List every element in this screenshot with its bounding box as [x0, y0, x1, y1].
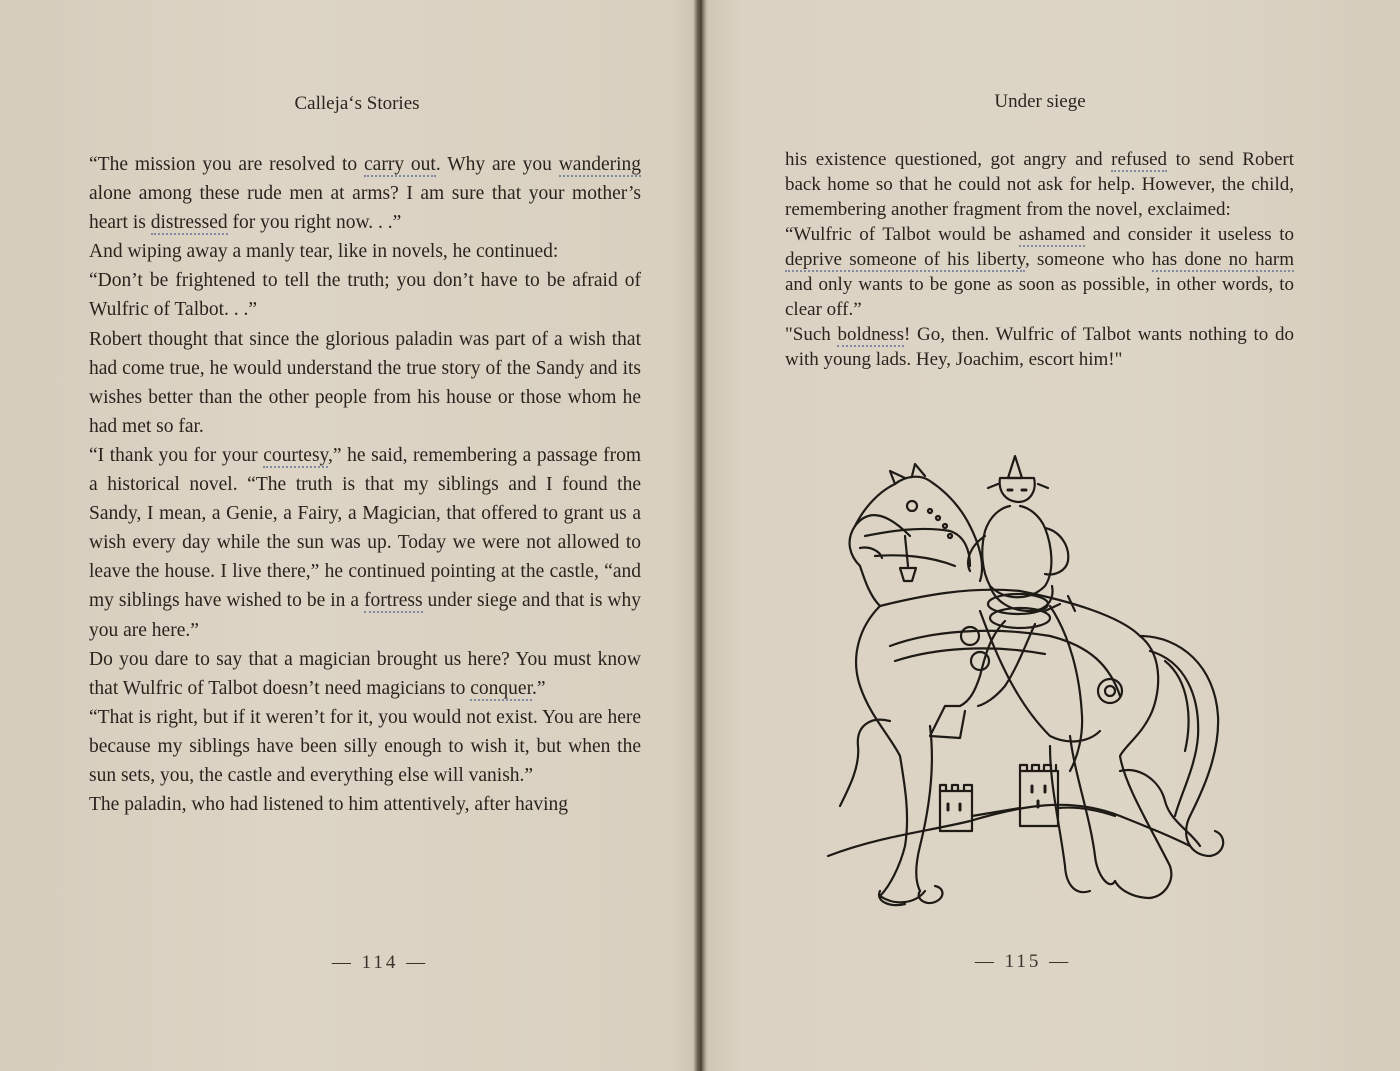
paragraph — [89, 441, 641, 645]
body-text: under siege and that is why you are here.” — [89, 590, 641, 641]
body-text: Do you dare to say that a magician brought us here? You must know that Wulfric of Talbot doesn’t need magicians to — [89, 648, 641, 699]
glossary-link[interactable]: deprive someone of his liberty — [785, 249, 1025, 270]
running-head-right: Under siege — [994, 91, 1086, 112]
glossary-link[interactable]: wandering — [558, 154, 642, 175]
knight-on-horse-illustration — [820, 436, 1240, 936]
glossary-link[interactable]: refused — [1111, 149, 1168, 170]
paragraph — [89, 703, 641, 790]
page-number-left: — 114 — — [331, 952, 429, 973]
body-text: to send Robert back home so that he could not ask for help. However, the child, remembering another fragment from the novel, exclaimed: — [785, 149, 1294, 220]
paragraph — [89, 325, 641, 441]
paragraph — [89, 237, 641, 266]
left-page — [0, 0, 694, 1071]
glossary-link[interactable]: distressed — [150, 212, 228, 234]
paragraph — [89, 790, 641, 819]
body-text: , someone who — [1025, 249, 1152, 270]
body-text: The paladin, who had listened to him attentively, after having — [89, 794, 569, 816]
paragraph — [785, 322, 1294, 372]
body-text: his existence questioned, got angry and — [785, 149, 1112, 170]
body-text: “Wulfric of Talbot would be — [785, 224, 1019, 245]
glossary-link[interactable]: fortress — [364, 590, 423, 612]
glossary-link[interactable]: has done no harm — [1151, 249, 1294, 270]
glossary-link[interactable]: conquer — [470, 677, 532, 699]
running-head-left: Calleja‘s Stories — [294, 93, 420, 114]
book-gutter — [694, 0, 708, 1071]
body-text: and only wants to be gone as soon as possible, in other words, to clear off.” — [785, 274, 1294, 320]
page-number-right: — 115 — — [974, 951, 1072, 972]
glossary-link[interactable]: carry out — [364, 154, 436, 175]
right-page-text — [785, 147, 1294, 372]
glossary-link[interactable]: boldness — [837, 324, 904, 345]
body-text: And wiping away a manly tear, like in novels, he continued: — [89, 241, 559, 263]
body-text: “I thank you for your — [89, 444, 264, 466]
left-page-text — [89, 150, 641, 819]
paragraph — [89, 645, 641, 703]
paragraph — [89, 266, 641, 324]
body-text: for you right now. . .” — [227, 212, 402, 234]
body-text: ,” he said, remembering a passage from a historical novel. “The truth is that my siblings and I found the Sandy, I mean, a Genie, a Fairy, a Magician, that offered to grant us a wish every day while the sun was up. Today we were not allowed to leave the house. I live there,” he continued pointing at the castle, “and my siblings have wished to be in a — [89, 444, 642, 612]
body-text: and consider it useless to — [1085, 224, 1295, 245]
body-text: "Such — [785, 324, 838, 345]
paragraph — [785, 222, 1294, 322]
body-text: . Why are you — [435, 154, 559, 175]
glossary-link[interactable]: courtesy — [263, 444, 329, 466]
right-page — [708, 0, 1400, 1071]
glossary-link[interactable]: ashamed — [1018, 224, 1086, 245]
paragraph — [89, 150, 641, 237]
body-text: “Don’t be frightened to tell the truth; you don’t have to be afraid of Wulfric of Talbot. . .” — [89, 270, 641, 321]
body-text: ! Go, then. Wulfric of Talbot wants nothing to do with young lads. Hey, Joachim, escort him!" — [785, 324, 1294, 370]
paragraph — [785, 147, 1294, 222]
body-text: Robert thought that since the glorious paladin was part of a wish that had come true, he would understand the true story of the Sandy and its wishes better than the other people from his house or those whom he had met so far. — [89, 328, 641, 437]
body-text: “The mission you are resolved to — [89, 154, 365, 175]
body-text: .” — [532, 677, 546, 699]
body-text: “That is right, but if it weren’t for it, you would not exist. You are here because my siblings have been silly enough to wish it, but when the sun sets, you, the castle and everything else will vanish.” — [89, 706, 641, 786]
body-text: alone among these rude men at arms? I am sure that your mother’s heart is — [89, 183, 641, 234]
